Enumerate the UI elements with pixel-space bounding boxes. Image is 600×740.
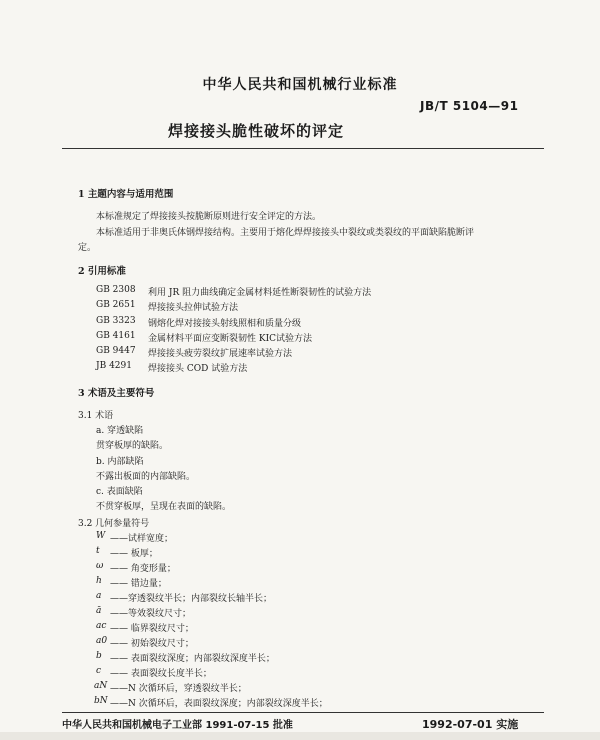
- ref-title: 金属材料平面应变断裂韧性 KIC试验方法: [148, 334, 313, 344]
- document-title: 焊接接头脆性破坏的评定: [168, 122, 345, 140]
- section-1-para-1: 本标准规定了焊接接头按脆断原则进行安全评定的方法。: [96, 212, 322, 222]
- symbol: ā: [96, 606, 102, 616]
- standard-header: 中华人民共和国机械行业标准: [202, 77, 398, 93]
- symbol: bN: [94, 696, 108, 706]
- symbol: a: [96, 591, 102, 601]
- symbol-description: ——N 次循环后，穿透裂纹半长；: [110, 684, 247, 694]
- term-c-label: c. 表面缺陷: [96, 487, 143, 497]
- ref-title: 焊接接头疲劳裂纹扩展速率试验方法: [148, 349, 293, 359]
- page-bottom-edge: [0, 732, 600, 740]
- header-rule: [62, 148, 544, 149]
- section-1-heading: 1 主题内容与适用范围: [78, 189, 174, 200]
- ref-code: GB 9447: [96, 346, 136, 356]
- ref-title: 钢熔化焊对接接头射线照相和质量分级: [148, 319, 302, 329]
- ref-title: 焊接接头 COD 试验方法: [148, 364, 248, 374]
- ref-code: JB 4291: [96, 361, 132, 371]
- ref-code: GB 2308: [96, 285, 136, 295]
- section-3-heading: 3 术语及主要符号: [78, 388, 155, 399]
- symbol: ω: [96, 561, 104, 571]
- ref-title: 利用 JR 阻力曲线确定金属材料延性断裂韧性的试验方法: [148, 288, 372, 298]
- section-3-1-heading: 3.1 术语: [78, 411, 114, 421]
- symbol-description: —— 表面裂纹深度；内部裂纹深度半长；: [110, 654, 275, 664]
- ref-code: GB 3323: [96, 316, 136, 326]
- symbol: h: [96, 576, 102, 586]
- symbol-description: —— 错边量；: [110, 579, 167, 589]
- symbol-description: —— 板厚；: [110, 549, 158, 559]
- term-c-definition: 不贯穿板厚，呈现在表面的缺陷。: [96, 502, 232, 512]
- symbol-description: —— 临界裂纹尺寸；: [110, 624, 194, 634]
- symbol: W: [96, 531, 106, 541]
- symbol: aN: [94, 681, 108, 691]
- term-b-definition: 不露出板面的内部缺陷。: [96, 472, 196, 482]
- symbol: ac: [96, 621, 107, 631]
- symbol-description: —— 表面裂纹长度半长；: [110, 669, 212, 679]
- symbol: c: [96, 666, 102, 676]
- symbol-description: ——穿透裂纹半长；内部裂纹长轴半长；: [110, 594, 273, 604]
- ref-code: GB 4161: [96, 331, 136, 341]
- section-3-2-heading: 3.2 几何参量符号: [78, 519, 150, 529]
- symbol-description: ——试样宽度；: [110, 534, 174, 544]
- term-a-label: a. 穿透缺陷: [96, 426, 144, 436]
- symbol: a0: [96, 636, 108, 646]
- symbol-description: —— 初始裂纹尺寸；: [110, 639, 194, 649]
- symbol-description: —— 角变形量；: [110, 564, 176, 574]
- symbol-description: ——N 次循环后，表面裂纹深度；内部裂纹深度半长；: [110, 699, 328, 709]
- term-a-definition: 贯穿板厚的缺陷。: [96, 441, 169, 451]
- section-1-para-2: 本标准适用于非奥氏体钢焊接结构。主要用于熔化焊焊接接头中裂纹或类裂纹的平面缺陷脆断评: [96, 228, 475, 238]
- approval-line: 中华人民共和国机械电子工业部 1991-07-15 批准: [62, 720, 293, 731]
- standard-code: JB/T 5104—91: [420, 99, 519, 113]
- symbol: t: [96, 546, 100, 556]
- footer-rule: [62, 712, 544, 713]
- section-2-heading: 2 引用标准: [78, 266, 126, 277]
- ref-title: 焊接接头拉伸试验方法: [148, 303, 239, 313]
- symbol: b: [96, 651, 102, 661]
- implementation-date: 1992-07-01 实施: [422, 718, 519, 731]
- term-b-label: b. 内部缺陷: [96, 457, 144, 467]
- symbol-description: ——等效裂纹尺寸；: [110, 609, 192, 619]
- ref-code: GB 2651: [96, 300, 136, 310]
- section-1-para-2-cont: 定。: [78, 243, 97, 253]
